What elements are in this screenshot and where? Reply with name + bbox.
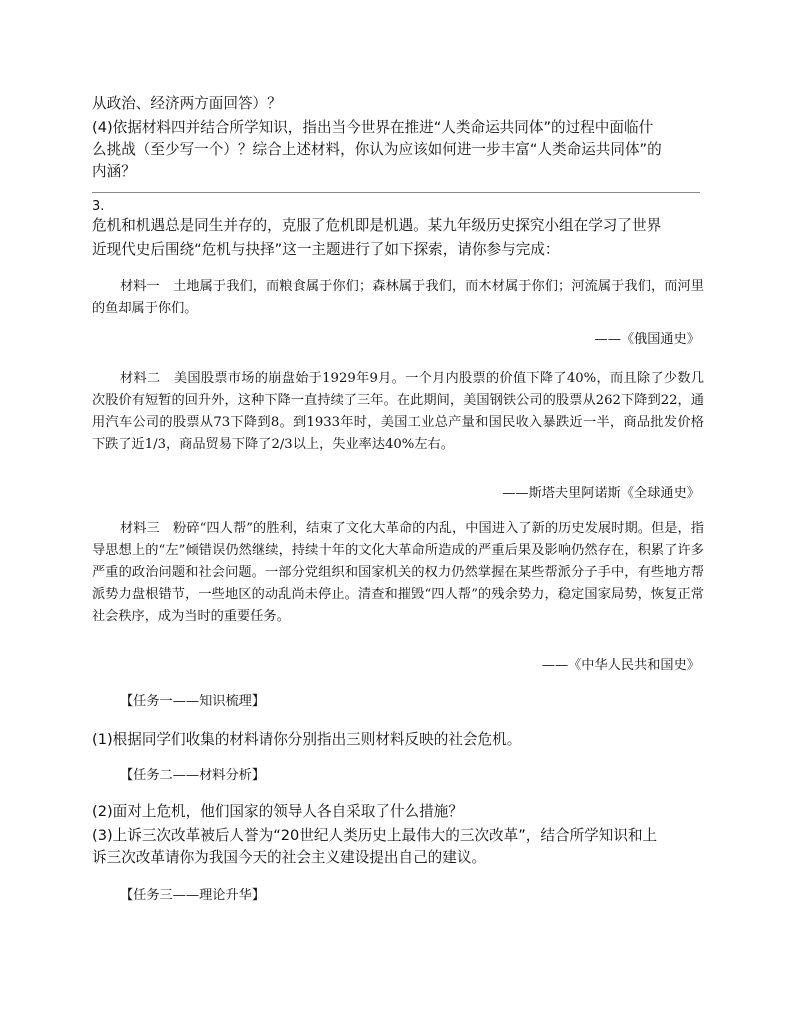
material-1-source: ——《俄国通史》 (594, 332, 700, 347)
task-3-heading: 【任务三——理论升华】 (120, 888, 266, 903)
question-4-line-1: (4)依据材料四并结合所学知识，指出当今世界在推进“人类命运共同体”的过程中面临什 (92, 119, 654, 136)
material-3-text: 材料三 粉碎“四人帮”的胜利，结束了文化大革命的内乱，中国进入了新的历史发展时期。但是，指导思想上的“左”倾错误仍然继续，持续十年的文化大革命所造成的严重后果及影响仍然存在，积累了许多严重的政治问题和社会问题。一部分党组织和国家机关的权力仍然掌握在某些帮派分子手中，有些地方帮派势力盘根错节，一些地区的动乱尚未停止。清查和摧毁“四人帮”的残余势力，稳定国家局势，恢复正常社会秩序，成为当时的重要任务。 (92, 521, 704, 624)
material-2-text: 材料二 美国股票市场的崩盘始于1929年9月。一个月内股票的价值下降了40%，而且除了少数几次股价有短暂的回升外，这种下降一直持续了三年。在此期间，美国钢铁公司的股票从262下降到22，通用汽车公司的股票从73下降到8。到1933年时，美国工业总产量和国民收入暴跌近一半，商品批发价格下跌了近1/3，商品贸易下降了2/3以上，失业率达40%左右。 (92, 371, 704, 452)
question-2: (2)面对上危机，他们国家的领导人各自采取了什么措施？ (92, 803, 463, 820)
intro-line-1: 危机和机遇总是同生并存的，克服了危机即是机遇。某九年级历史探究小组在学习了世界 (92, 217, 662, 234)
material-1-text: 材料一 土地属于我们，而粮食属于你们；森林属于我们，而木材属于你们；河流属于我们，而河里的鱼却属于你们。 (92, 279, 704, 316)
question-continuation: 从政治、经济两方面回答）？ (92, 95, 282, 112)
intro-line-2: 近现代史后围绕“危机与抉择”这一主题进行了如下探索，请你参与完成： (92, 241, 560, 258)
question-number: 3. (92, 199, 105, 214)
question-3-line-2: 诉三次改革请你为我国今天的社会主义建设提出自己的建议。 (92, 849, 487, 866)
material-2-source: ——斯塔夫里阿诺斯《全球通史》 (502, 486, 700, 501)
task-1-heading: 【任务一——知识梳理】 (120, 694, 266, 709)
material-3 (92, 518, 704, 628)
section-divider (92, 192, 700, 193)
question-4-line-2: 么挑战（至少写一个）？综合上述材料，你认为应该如何进一步丰富“人类命运共同体”的 (92, 141, 662, 158)
material-3-source: ——《中华人民共和国史》 (541, 658, 700, 673)
question-3-line-1: (3)上诉三次改革被后人誉为“20世纪人类历史上最伟大的三次改革”，结合所学知识和上 (92, 827, 658, 844)
material-2 (92, 368, 704, 456)
question-1: (1)根据同学们收集的材料请你分别指出三则材料反映的社会危机。 (92, 731, 522, 748)
question-4-line-3: 内涵？ (92, 163, 136, 180)
task-2-heading: 【任务二——材料分析】 (120, 768, 266, 783)
material-1 (92, 276, 704, 320)
